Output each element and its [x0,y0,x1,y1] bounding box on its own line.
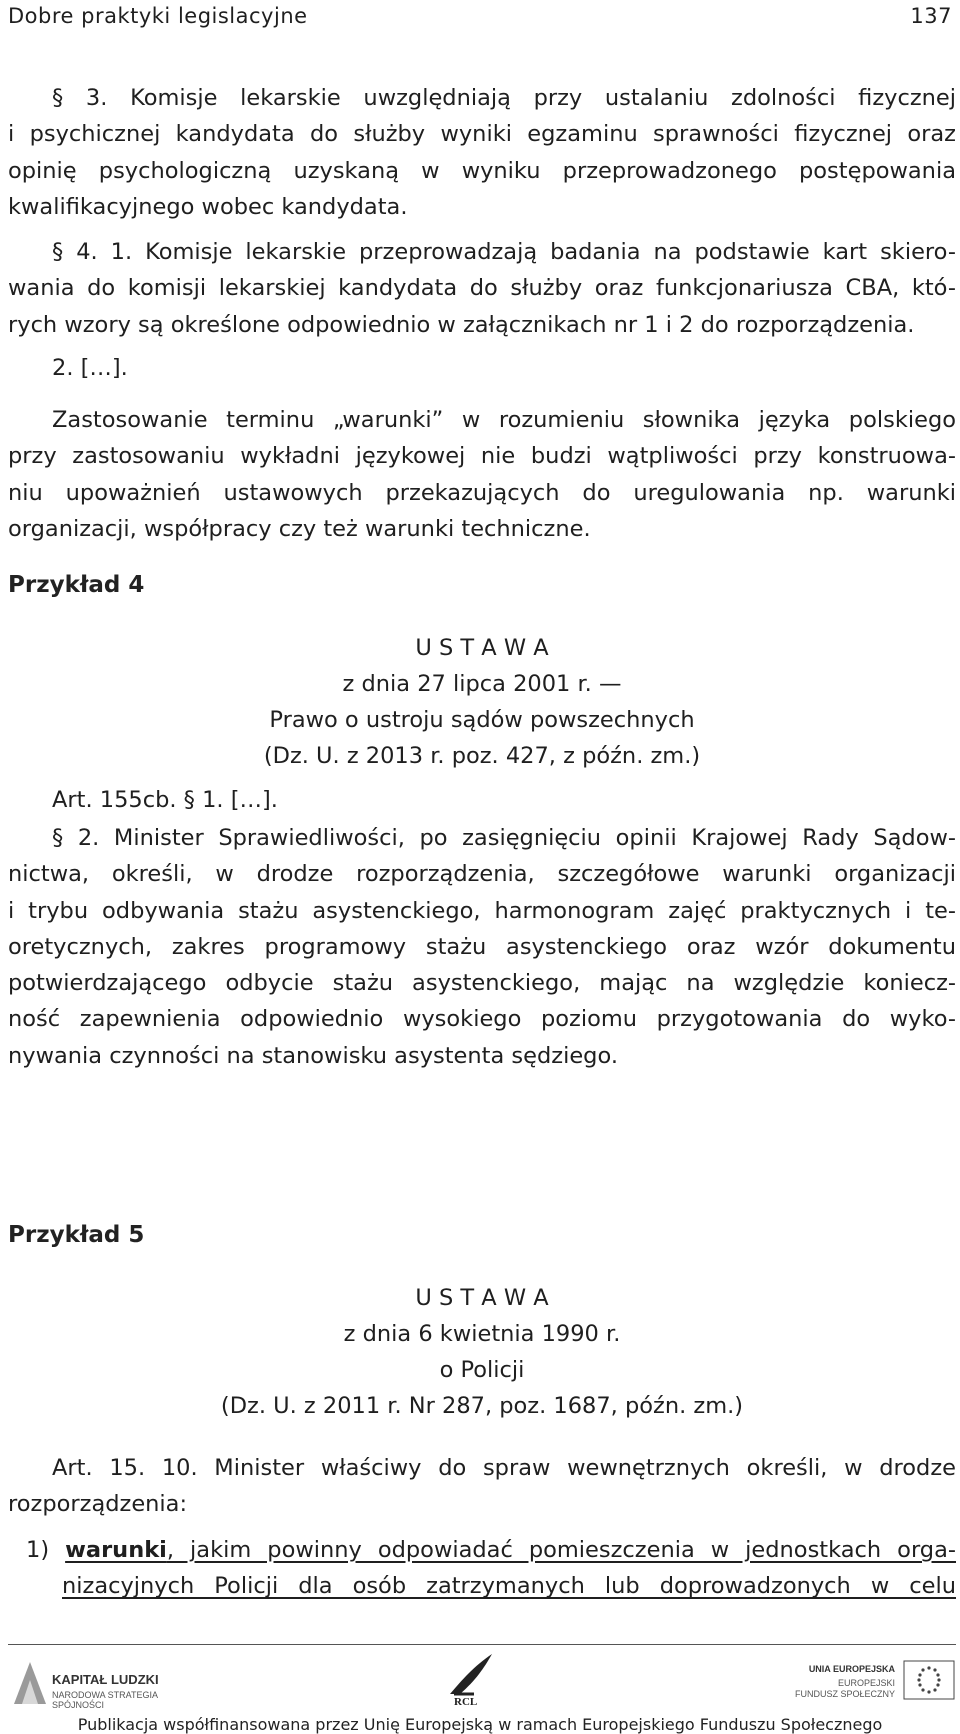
act-name: Prawo o ustroju sądów powszechnych [269,707,695,733]
text-line [26,1532,956,1568]
act-date: z dnia 27 lipca 2001 r. — [342,671,622,697]
text-line: Art. 15. 10. Minister właściwy do spraw wewnętrznych określi, w drodze [52,1455,956,1481]
item-number: 1) [26,1537,50,1563]
list-item [26,1532,956,1605]
act-title: U S T A W A [415,1285,549,1311]
text-line: Zastosowanie terminu „warunki” w rozumieniu słownika języka polskiego [52,407,956,433]
act-title: U S T A W A [415,635,549,661]
text-line: przy zastosowaniu wykładni językowej nie budzi wątpliwości przy konstruowa- [8,443,956,470]
text-line: ność zapewnienia odpowiednio wysokiego poziomu przygotowania do wyko- [8,1006,956,1033]
kapital-ludzki-logo [10,1658,170,1710]
paragraph-4 [8,234,956,343]
text-line: oretycznych, zakres programowy stażu asystenckiego oraz wzór dokumentu [8,933,956,960]
item-keyword: warunki [65,1537,167,1563]
article-155cb [8,782,952,818]
text-line: Art. 155cb. § 1. […]. [52,787,278,813]
example-4-heading: Przykład 4 [8,572,145,598]
text-line: niu upoważnień ustawowych przekazujących do uregulowania np. warunki [8,479,956,506]
text-line: § 2. Minister Sprawiedliwości, po zasięgnięciu opinii Krajowej Rady Sądow- [52,825,956,851]
publication-note: Publikacja współfinansowana przez Unię Europejską w ramach Europejskiego Funduszu Społecznego [77,1715,883,1734]
article-15 [8,1450,956,1523]
act-name: o Policji [439,1357,525,1383]
text-line: rozporządzenia: [8,1491,188,1518]
example-5-heading: Przykład 5 [8,1222,145,1248]
text-line: rych wzory są określone odpowiednio w załącznikach nr 1 i 2 do rozporządzenia. [8,311,915,338]
logo-title: KAPITAŁ LUDZKI [52,1672,159,1687]
kapital-ludzki-emblem-icon [10,1658,50,1708]
example-4-paragraph [8,820,956,1074]
text-line: 2. […]. [52,355,128,381]
logo-title: UNIA EUROPEJSKA [808,1664,895,1674]
text-line: nywania czynności na stanowisku asystenta sędziego. [8,1042,618,1069]
text-line: nizacyjnych Policji dla osób zatrzymanych lub doprowadzonych w celu [62,1573,956,1600]
header-title: Dobre praktyki legislacyjne [8,4,308,28]
commentary-paragraph [8,402,956,547]
text-line: i trybu odbywania stażu asystenckiego, harmonogram zajęć praktycznych i te- [8,897,956,924]
text-line: i psychicznej kandydata do służby wyniki egzaminu sprawności fizycznej oraz [8,121,956,148]
text-line: potwierdzającego odbycie stażu asystenckiego, mając na względzie koniecz- [8,970,956,997]
rcl-logo [440,1650,500,1716]
paragraph-3 [8,80,956,225]
footer-divider [8,1644,956,1645]
logo-subtitle: NARODOWA STRATEGIA SPÓJNOŚCI [52,1690,158,1710]
rcl-quill-icon [440,1650,500,1700]
text-line: organizacji, współpracy czy też warunki techniczne. [8,515,591,542]
text-line: nictwa, określi, w drodze rozporządzenia, szczegółowe warunki organizacji [8,861,956,888]
text-line: kwalifikacyjnego wobec kandydata. [8,193,408,220]
running-header [8,4,956,34]
text-line: wania do komisji lekarskiej kandydata do służby oraz funkcjonariusza CBA, któ- [8,275,956,302]
eu-flag-icon [903,1660,955,1700]
logo-subtitle: EUROPEJSKI [837,1678,895,1688]
eu-logo [790,1660,955,1710]
act-reference: (Dz. U. z 2011 r. Nr 287, poz. 1687, późn. zm.) [220,1393,744,1419]
act-reference: (Dz. U. z 2013 r. poz. 427, z późn. zm.) [263,743,701,769]
text-line: § 4. 1. Komisje lekarskie przeprowadzają badania na podstawie kart skiero- [52,239,956,265]
page-footer [0,1650,960,1732]
logo-subtitle: FUNDUSZ SPOŁECZNY [794,1689,895,1699]
act-date: z dnia 6 kwietnia 1990 r. [343,1321,621,1347]
paragraph-4-2 [8,350,952,386]
logo-label: RCL [454,1696,478,1708]
page-number: 137 [910,4,952,28]
item-text: , jakim powinny odpowiadać pomieszczenia w jednostkach orga- [166,1537,956,1563]
text-line: § 3. Komisje lekarskie uwzględniają przy ustalaniu zdolności fizycznej [52,85,956,111]
text-line: opinię psychologiczną uzyskaną w wyniku przeprowadzonego postępowania [8,157,956,184]
